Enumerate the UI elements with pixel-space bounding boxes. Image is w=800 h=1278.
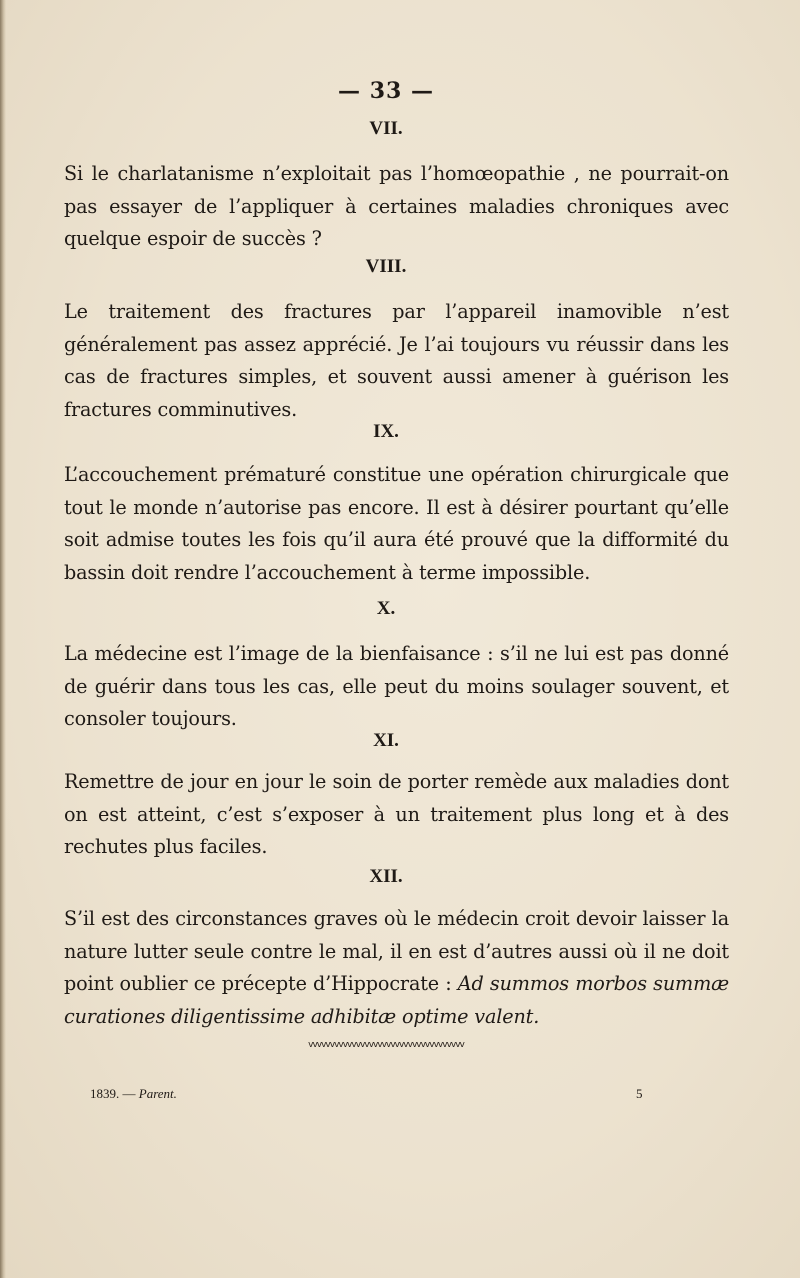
section-numeral-xi: XI.: [373, 730, 399, 751]
sheet-number: 5: [636, 1086, 643, 1101]
section-text-ix: L’accouchement prématuré constitue une opération chirurgicale que tout le monde n’autorise pas encore. Il est à désirer pourtant qu’elle soit admise toutes les fois qu’il aura été prouvé que la difformité du bassin doit rendre l’accouchement à terme impossible.: [64, 463, 729, 584]
section-text-viii: Le traitement des fractures par l’appareil inamovible n’est généralement pas assez apprécié. Je l’ai toujours vu réussir dans les cas de fractures simples, et souvent aussi amener à guérison les fractures comminutives.: [64, 300, 729, 421]
page-edge-shadow: [0, 0, 6, 1278]
section-numeral-x: X.: [376, 598, 396, 619]
section-numeral-vii: VII.: [369, 118, 403, 139]
section-text-xi: Remettre de jour en jour le soin de porter remède aux maladies dont on est atteint, c’est s’exposer à un traitement plus long et à des rechutes plus faciles.: [64, 770, 729, 858]
footer-author: Parent.: [138, 1086, 177, 1101]
end-ornament: vvvvvvvvvvvvvvvvvvvvvvvvvvvvvvvvvvvv: [308, 1040, 464, 1050]
hippocrates-latin-quote: Ad summos morbos summæ curationes diligentissime adhibitæ optime valent.: [64, 972, 729, 1028]
section-numeral-viii: VIII.: [365, 256, 407, 277]
section-text-xii: [64, 903, 729, 1033]
section-text-xii-plain: S’il est des circonstances graves où le médecin croit devoir laisser la nature lutter seule contre le mal, il en est d’autres aussi où il ne doit point oublier ce précepte d’Hippocrate :: [64, 907, 729, 995]
footer-signature: [90, 1086, 177, 1102]
page-number: — 33 —: [338, 78, 434, 104]
section-text-vii: Si le charlatanisme n’exploitait pas l’homœopathie , ne pourrait-on pas essayer de l’appliquer à certaines maladies chroniques avec quelque espoir de succès ?: [64, 162, 729, 250]
section-text-x: La médecine est l’image de la bienfaisance : s’il ne lui est pas donné de guérir dans tous les cas, elle peut du moins soulager souvent, et consoler toujours.: [64, 642, 729, 730]
footer-year: 1839.: [90, 1086, 120, 1101]
section-numeral-ix: IX.: [373, 421, 399, 442]
footer-dash: —: [122, 1086, 136, 1101]
section-numeral-xii: XII.: [369, 866, 403, 887]
